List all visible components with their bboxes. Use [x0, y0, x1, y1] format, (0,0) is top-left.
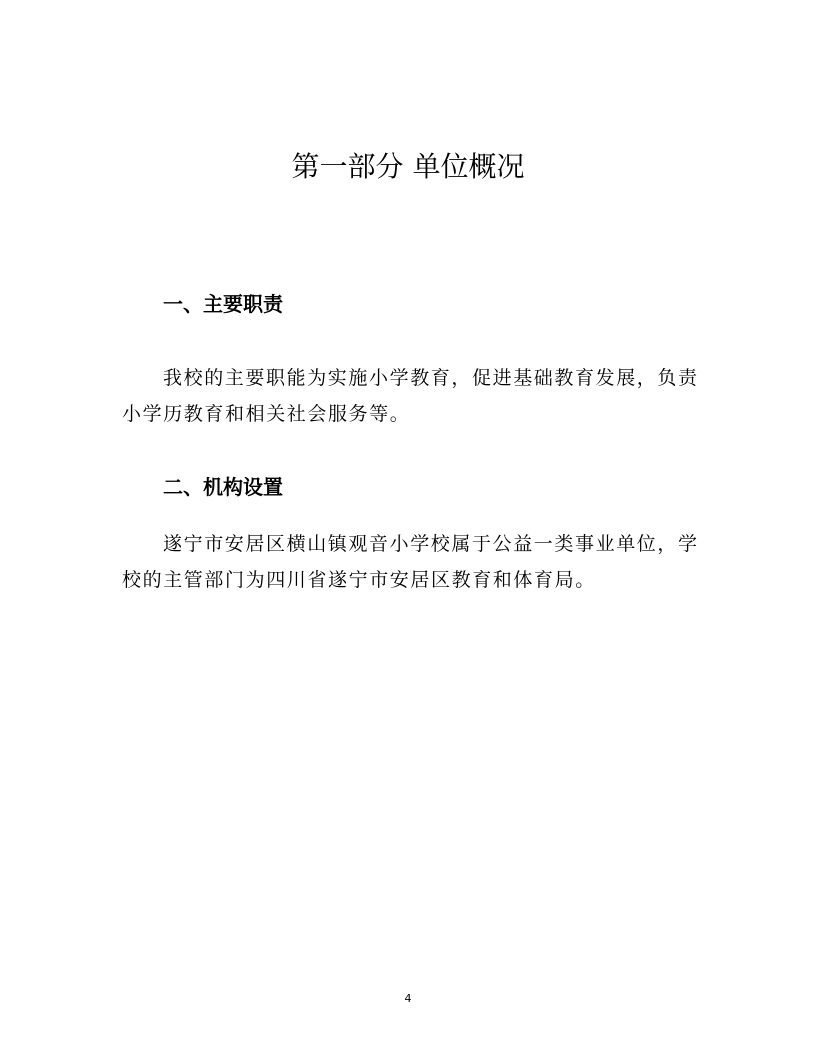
section-heading-main-duties: 一、主要职责 — [163, 292, 283, 316]
section-heading-organization: 二、机构设置 — [163, 475, 283, 499]
paragraph-main-duties: 我校的主要职能为实施小学教育，促进基础教育发展，负责小学历教育和相关社会服务等。 — [122, 367, 699, 425]
page-title: 第一部分 单位概况 — [291, 150, 525, 183]
page-number: 4 — [404, 992, 412, 1005]
paragraph-organization: 遂宁市安居区横山镇观音小学校属于公益一类事业单位，学校的主管部门为四川省遂宁市安居区教育和体育局。 — [122, 533, 699, 591]
